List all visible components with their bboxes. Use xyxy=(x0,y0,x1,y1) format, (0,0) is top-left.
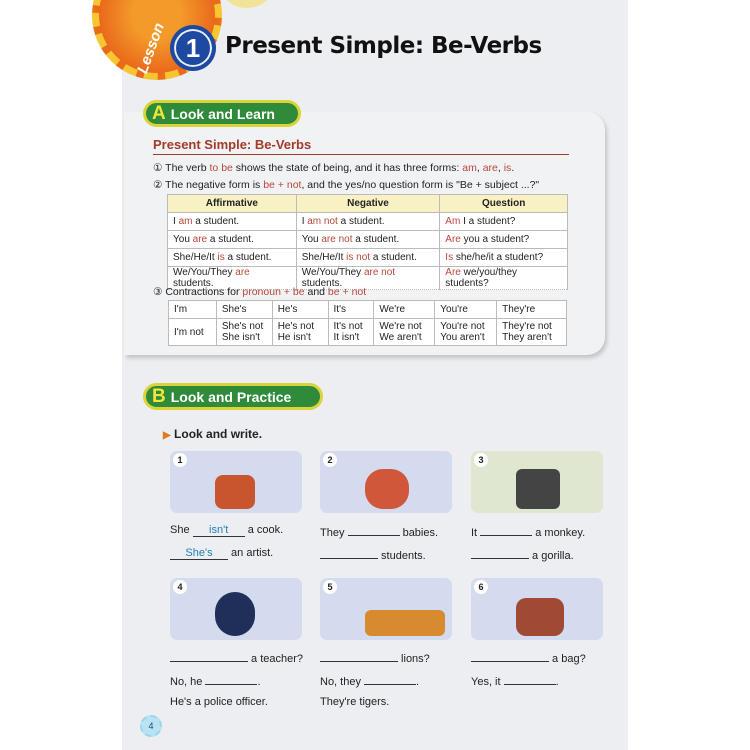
instruction xyxy=(163,427,262,441)
answer-blank[interactable] xyxy=(320,650,398,662)
contraction-cell: I'm xyxy=(169,301,217,319)
table-cell xyxy=(296,213,440,231)
contraction-cell: We're xyxy=(374,301,435,319)
contraction-form: She's not xyxy=(221,321,264,332)
answer-blank[interactable] xyxy=(170,650,248,662)
highlight: are xyxy=(482,162,498,174)
text: . xyxy=(511,162,515,174)
verb-highlight: am xyxy=(178,216,193,227)
verb-highlight: is xyxy=(217,252,225,263)
text: you a student? xyxy=(460,234,530,245)
text: I xyxy=(301,216,308,227)
contraction-cell xyxy=(272,319,328,346)
verb-highlight: is not xyxy=(346,252,371,263)
verb-highlight: Is xyxy=(445,252,454,263)
answer-blank[interactable] xyxy=(205,673,257,685)
text: We/You/They xyxy=(301,267,364,278)
highlight: am xyxy=(462,162,477,174)
text: a student. xyxy=(207,234,254,245)
sentence-text: a teacher? xyxy=(248,653,304,665)
column-header: Affirmative xyxy=(168,195,297,213)
text: , and the yes/no question form is "Be + subject ...?" xyxy=(301,179,540,191)
contraction-cell xyxy=(169,319,217,346)
sentence-text: Yes, it xyxy=(471,676,504,688)
verb-highlight: Are xyxy=(445,234,461,245)
verb-highlight: am not xyxy=(307,216,338,227)
column-header: Negative xyxy=(296,195,440,213)
highlight: is xyxy=(503,162,512,174)
sentence-text: a cook. xyxy=(244,524,284,536)
sentence-text: They xyxy=(320,527,348,539)
rule-number: ③ xyxy=(153,286,163,298)
section-label: Look and Practice xyxy=(170,388,292,405)
exercise-number: 4 xyxy=(173,580,187,594)
answer-blank[interactable]: She's xyxy=(170,548,228,560)
sentence-line xyxy=(471,524,585,539)
contraction-form: She isn't xyxy=(221,332,260,343)
sentence-text: babies. xyxy=(399,527,439,539)
table-cell xyxy=(168,249,297,267)
contraction-cell: She's xyxy=(216,301,272,319)
page-number: 4 xyxy=(140,715,162,737)
contraction-form: We're not xyxy=(379,321,422,332)
exercise-number: 3 xyxy=(474,453,488,467)
verb-highlight: Am xyxy=(445,216,461,227)
lesson-label: Lesson xyxy=(134,20,168,76)
sentence-text: She xyxy=(170,524,193,536)
contraction-cell xyxy=(435,319,497,346)
sentence-text: lions? xyxy=(398,653,430,665)
exercise-number: 1 xyxy=(173,453,187,467)
sentence-line xyxy=(320,547,426,562)
text: I xyxy=(173,216,179,227)
yellow-gear-decoration xyxy=(217,0,277,8)
contraction-form: They aren't xyxy=(502,332,552,343)
illustration xyxy=(365,610,445,636)
exercise-number: 2 xyxy=(323,453,337,467)
text: I a student? xyxy=(460,216,516,227)
contraction-cell xyxy=(374,319,435,346)
text: students. xyxy=(301,278,343,289)
exercise-number: 6 xyxy=(474,580,488,594)
sentence-text: No, they xyxy=(320,676,365,688)
sentence-text: an artist. xyxy=(228,547,274,559)
illustration xyxy=(365,469,409,509)
answer-blank[interactable]: isn't xyxy=(193,525,245,537)
sentence-line xyxy=(471,547,574,562)
table-cell xyxy=(440,267,568,290)
verb-highlight: are not xyxy=(363,267,396,278)
answer-blank[interactable] xyxy=(348,524,400,536)
text: , xyxy=(476,162,483,174)
contraction-form: I'm not xyxy=(174,326,204,338)
contractions-table xyxy=(168,300,567,346)
be-verb-table xyxy=(167,194,568,290)
exercise-image-backpack xyxy=(471,578,603,640)
table-cell xyxy=(440,231,568,249)
text: She/He/It xyxy=(173,252,218,263)
table-cell xyxy=(296,231,440,249)
sentence-text: They're tigers. xyxy=(320,696,390,708)
lesson-number-badge: 1 xyxy=(170,25,216,71)
text: shows the state of being, and it has three forms: xyxy=(232,162,463,174)
sentence-line xyxy=(320,673,419,688)
rule-1 xyxy=(153,162,514,174)
rule-3 xyxy=(153,286,366,298)
rule-number: ② xyxy=(153,179,163,191)
text: You xyxy=(301,234,322,245)
text: The verb xyxy=(162,162,210,174)
verb-highlight: are xyxy=(192,234,208,245)
text: We/You/They xyxy=(173,267,236,278)
exercise-image-two-students xyxy=(320,451,452,513)
text: Contractions for xyxy=(162,286,243,298)
sentence-text: . xyxy=(257,676,261,688)
rule-number: ① xyxy=(153,162,163,174)
contraction-cell xyxy=(216,319,272,346)
text: She/He/It xyxy=(301,252,347,263)
contraction-form: He isn't xyxy=(277,332,311,343)
sentence-text: students. xyxy=(378,550,426,562)
text: she/he/it a student? xyxy=(453,252,544,263)
textbook-page xyxy=(122,0,628,750)
contraction-form: They're not xyxy=(502,321,552,332)
answer-blank[interactable] xyxy=(320,547,378,559)
sentence-line xyxy=(320,650,430,665)
text: The negative form is xyxy=(162,179,264,191)
highlight: to be xyxy=(209,162,233,174)
sentence-text: . xyxy=(416,676,420,688)
sentence-line xyxy=(471,650,586,665)
instruction-text: Look and write. xyxy=(174,427,263,441)
text: we/you/they students? xyxy=(445,267,518,289)
section-letter: A xyxy=(152,102,166,124)
contraction-cell: You're xyxy=(435,301,497,319)
answer-blank[interactable] xyxy=(364,673,416,685)
contraction-form: We aren't xyxy=(379,332,422,343)
contraction-form: It isn't xyxy=(333,332,360,343)
text: a student. xyxy=(352,234,400,245)
contraction-row xyxy=(169,301,567,319)
section-a-header xyxy=(143,100,301,127)
sentence-line xyxy=(471,673,559,688)
contraction-cell: It's xyxy=(328,301,374,319)
contraction-form: He's not xyxy=(277,321,315,332)
table-cell xyxy=(440,249,568,267)
contraction-cell xyxy=(497,319,567,346)
verb-highlight: Are xyxy=(445,267,461,278)
table-cell xyxy=(296,249,440,267)
highlight: be + not xyxy=(263,179,302,191)
sentence-text: It xyxy=(471,527,481,539)
table-cell xyxy=(168,231,297,249)
section-label: Look and Learn xyxy=(170,105,275,122)
section-letter: B xyxy=(152,385,166,407)
text: and xyxy=(304,286,328,298)
answer-blank[interactable] xyxy=(471,547,529,559)
table-row xyxy=(168,213,568,231)
rule-2 xyxy=(153,179,539,191)
contraction-form: You aren't xyxy=(440,332,485,343)
table-row xyxy=(168,231,568,249)
text: students. xyxy=(173,278,214,289)
sentence-line xyxy=(170,673,261,688)
exercise-number: 5 xyxy=(323,580,337,594)
text: You xyxy=(173,234,193,245)
verb-highlight: are xyxy=(235,267,250,278)
sentence-line xyxy=(170,547,273,560)
contraction-form: It's not xyxy=(333,321,363,332)
highlight: be + not xyxy=(327,286,367,298)
table-row xyxy=(168,249,568,267)
page-title: Present Simple: Be-Verbs xyxy=(225,33,542,59)
section-b-header xyxy=(143,383,323,410)
answer-blank[interactable] xyxy=(471,650,549,662)
sentence-line xyxy=(170,650,303,665)
contraction-cell: They're xyxy=(497,301,567,319)
play-triangle-icon: ▶ xyxy=(163,430,171,441)
illustration xyxy=(516,598,564,636)
answer-blank[interactable] xyxy=(480,524,532,536)
text: a student. xyxy=(192,216,240,227)
negative-contraction-row xyxy=(169,319,567,346)
text: a student. xyxy=(370,252,417,263)
text: , xyxy=(497,162,504,174)
highlight: pronoun + be xyxy=(242,286,305,298)
sentence-text: a gorilla. xyxy=(529,550,574,562)
exercise-image-artist-painting xyxy=(170,451,302,513)
grammar-title: Present Simple: Be-Verbs xyxy=(153,137,569,155)
contraction-form: You're not xyxy=(440,321,485,332)
illustration xyxy=(516,469,560,509)
exercise-image-gorilla xyxy=(471,451,603,513)
sentence-text: . xyxy=(555,676,559,688)
sentence-line xyxy=(320,524,438,539)
sentence-line xyxy=(170,696,268,708)
sentence-text: No, he xyxy=(170,676,206,688)
contraction-cell xyxy=(328,319,374,346)
verb-highlight: are not xyxy=(321,234,353,245)
answer-blank[interactable] xyxy=(504,673,556,685)
table-cell xyxy=(440,213,568,231)
column-header: Question xyxy=(440,195,568,213)
sentence-text: He's a police officer. xyxy=(170,696,268,708)
illustration xyxy=(215,592,255,636)
sentence-line xyxy=(170,524,283,537)
illustration xyxy=(215,475,255,509)
text: a student. xyxy=(337,216,385,227)
sentence-text: a monkey. xyxy=(532,527,586,539)
table-cell xyxy=(168,213,297,231)
exercise-image-police-officer xyxy=(170,578,302,640)
sentence-line xyxy=(320,696,389,708)
exercise-image-tigers xyxy=(320,578,452,640)
sentence-text: a bag? xyxy=(549,653,586,665)
contraction-cell: He's xyxy=(272,301,328,319)
text: a student. xyxy=(224,252,272,263)
